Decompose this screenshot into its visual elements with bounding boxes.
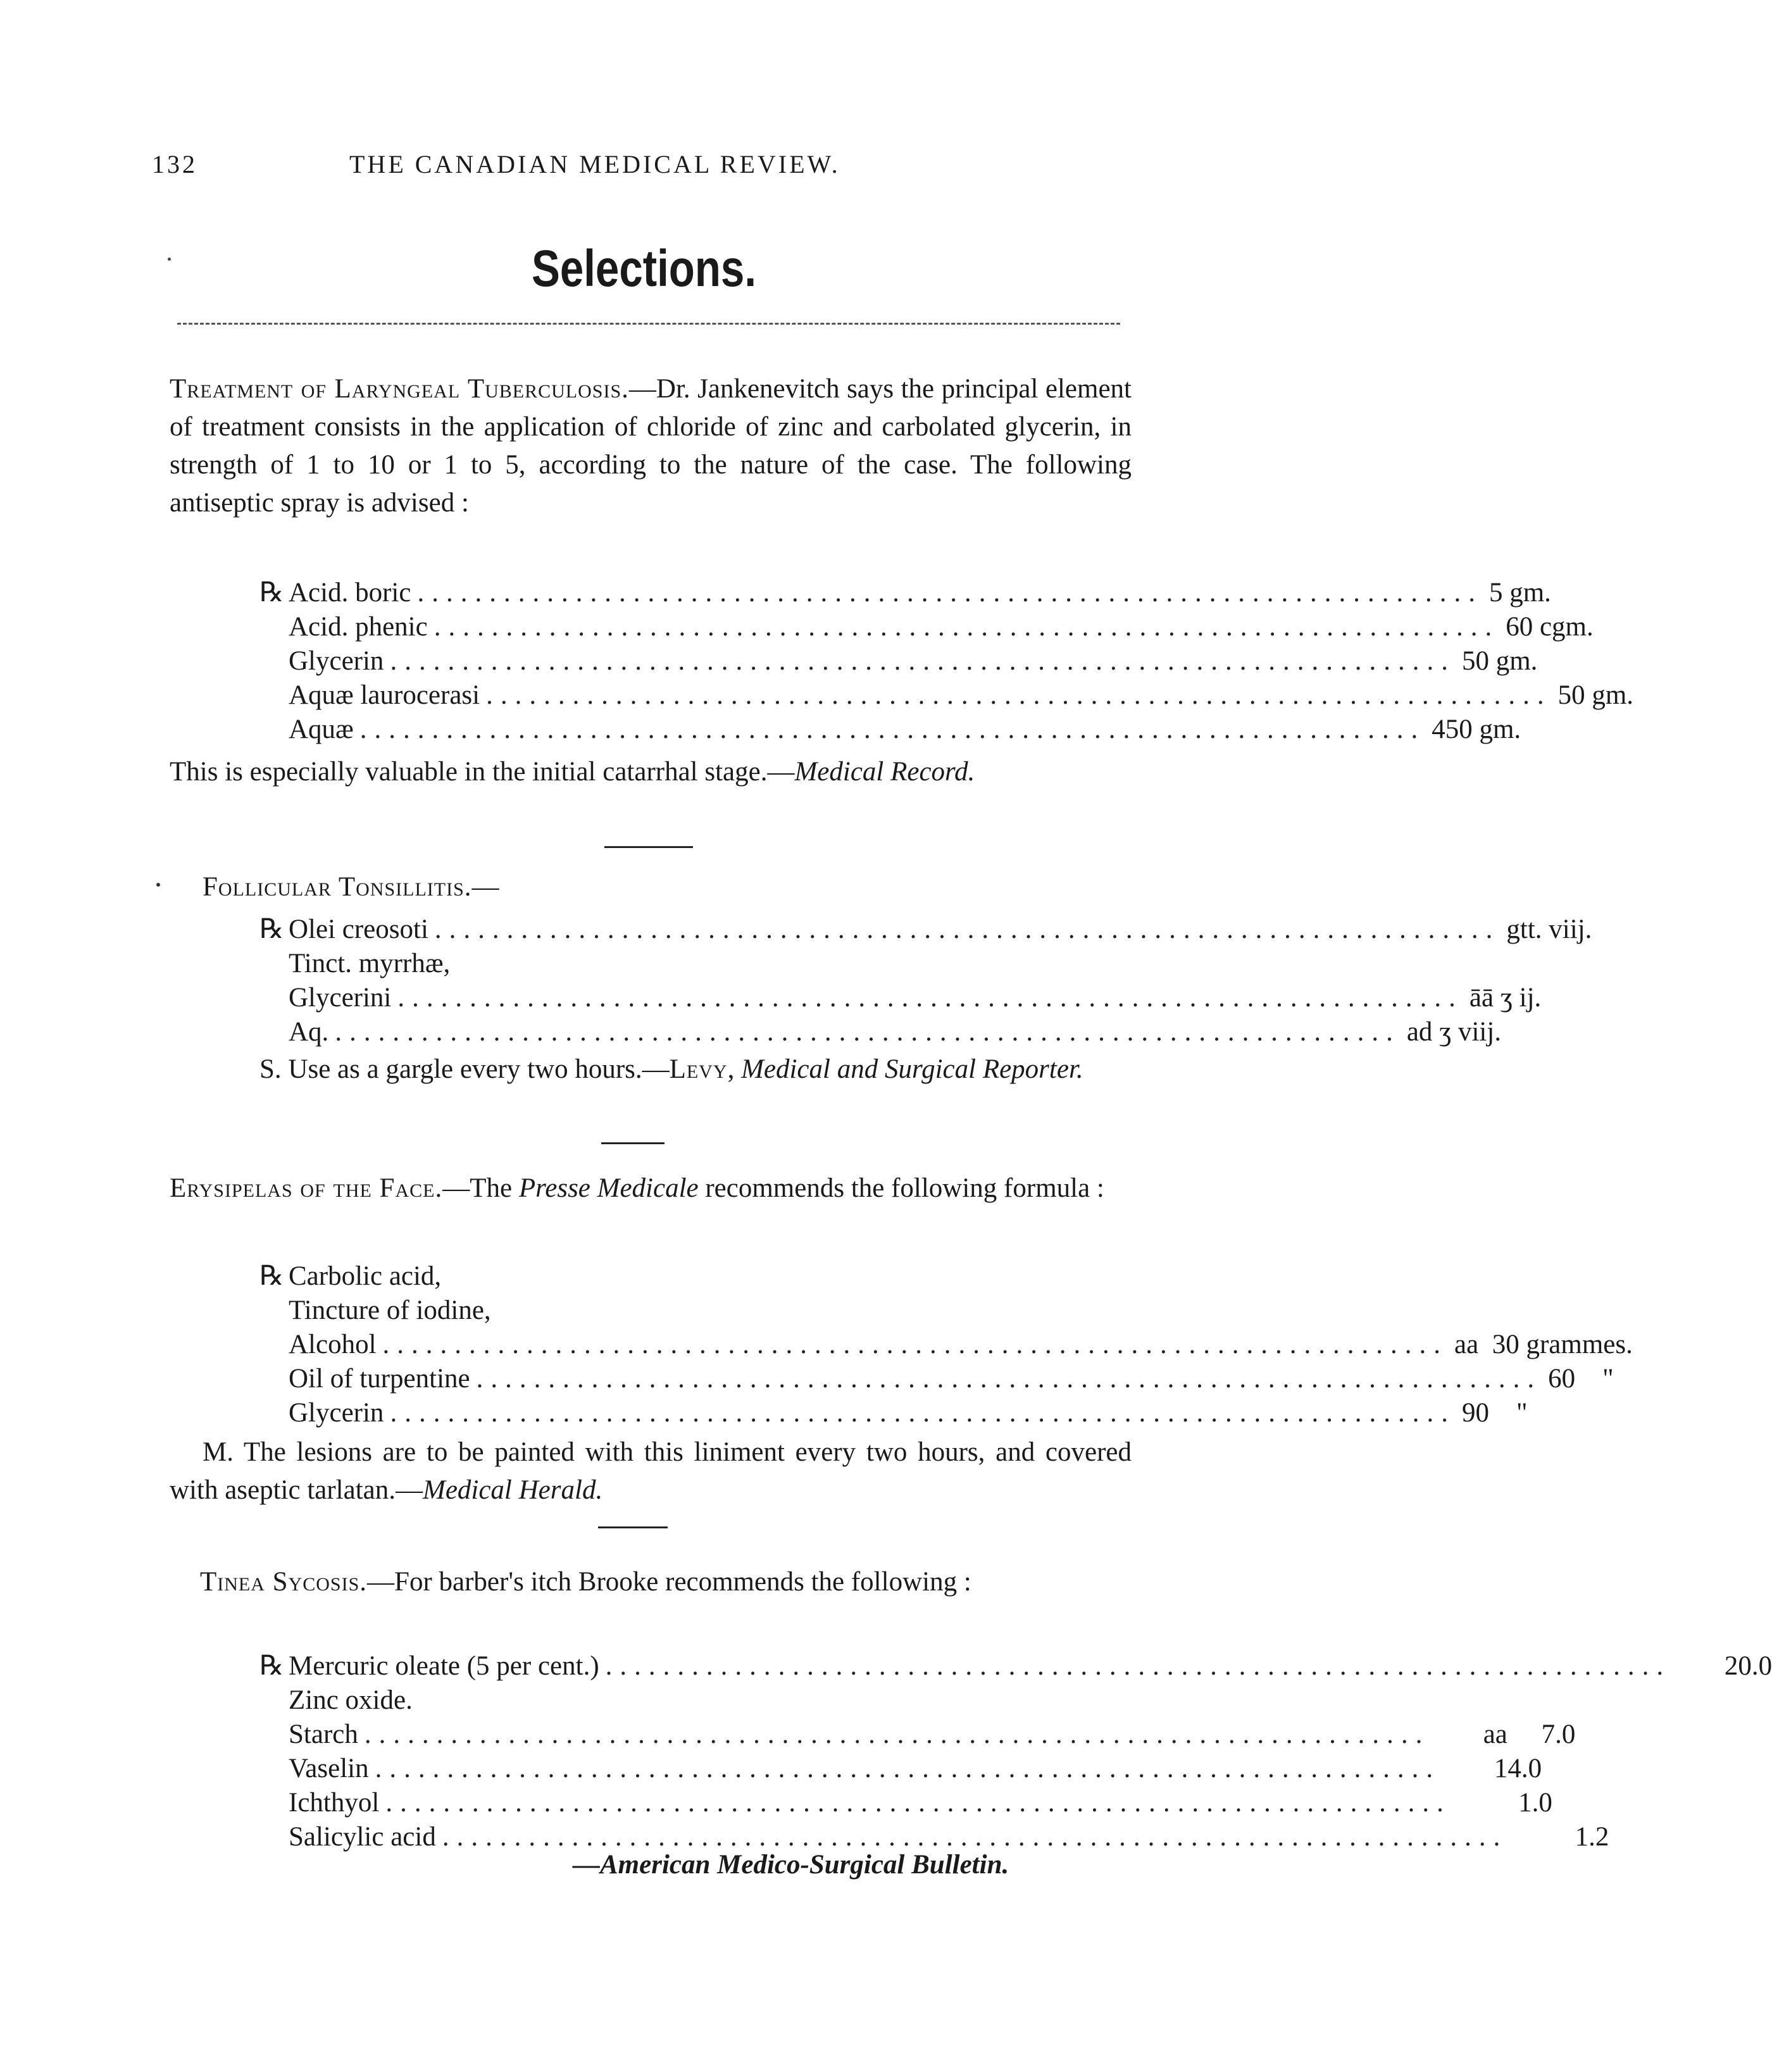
recipe-row — [259, 713, 1521, 747]
article-follicular-tonsillitis — [203, 868, 1133, 906]
ingredient-amount: āā ʒ ij. — [1469, 983, 1542, 1013]
ingredient-amount: gtt. viij. — [1506, 914, 1592, 944]
section-divider — [177, 323, 1120, 325]
leader-dots: .......................................................................... — [434, 612, 1500, 642]
note-source: Medical Herald. — [423, 1475, 603, 1505]
recipe-row — [259, 1362, 1614, 1396]
recipe-row — [259, 1396, 1528, 1430]
article-heading: Follicular Tonsillitis. — [203, 872, 472, 902]
note-text: This is especially valuable in the initial catarrhal stage.— — [170, 757, 795, 787]
ingredient-name: Tincture of iodine, — [289, 1295, 491, 1325]
ingredient-name: Glycerin — [289, 1398, 384, 1428]
leader-dots: .......................................................................... — [390, 1398, 1456, 1428]
leader-dots: .......................................................................... — [390, 646, 1456, 676]
ingredient-amount: 450 gm. — [1432, 715, 1521, 744]
leader-dots: .......................................................................... — [382, 1330, 1449, 1359]
prescription-spray — [259, 576, 1634, 747]
article-separator — [604, 846, 693, 848]
ingredient-name: Mercuric oleate (5 per cent.) — [289, 1651, 599, 1681]
prescription-ointment — [259, 1649, 1772, 1854]
ingredient-amount: ad ʒ viij. — [1406, 1017, 1502, 1047]
leader-dots: .......................................................................... — [434, 914, 1501, 944]
ingredient-amount: 60 cgm. — [1506, 612, 1594, 642]
ingredient-name: Ichthyol — [289, 1788, 380, 1818]
stray-mark — [168, 258, 171, 261]
recipe-row — [259, 1786, 1552, 1820]
recipe-row — [259, 1015, 1502, 1049]
rx-symbol: ℞ — [259, 1651, 284, 1681]
rx-symbol: ℞ — [259, 914, 284, 944]
ingredient-name: Starch — [289, 1719, 358, 1749]
rx-symbol: ℞ — [259, 1261, 284, 1291]
ingredient-amount: aa 7.0 — [1483, 1719, 1576, 1749]
leader-dots: .......................................................................... — [605, 1651, 1671, 1681]
page-number: 132 — [152, 150, 197, 178]
article-separator — [598, 1526, 668, 1528]
ingredient-name: Glycerini — [289, 983, 392, 1013]
rx-symbol: ℞ — [259, 578, 284, 608]
leader-dots: .......................................................................... — [335, 1017, 1401, 1047]
recipe-row — [259, 981, 1542, 1015]
article-text: recommends the following formula : — [698, 1173, 1104, 1203]
leader-dots: .......................................................................... — [476, 1364, 1542, 1394]
ingredient-name: Oil of turpentine — [289, 1364, 470, 1394]
leader-dots: .......................................................................... — [375, 1754, 1441, 1783]
leader-dots: .......................................................................... — [364, 1719, 1430, 1749]
recipe-row — [259, 1649, 1772, 1683]
leader-dots: .......................................................................... — [486, 680, 1552, 710]
leader-dots: .......................................................................... — [417, 578, 1483, 608]
ingredient-amount: 20.0 — [1724, 1651, 1772, 1681]
journal-title: THE CANADIAN MEDICAL REVIEW. — [349, 150, 840, 178]
ingredient-name: Acid. boric — [289, 578, 411, 608]
note-source: Medical Record. — [794, 757, 975, 787]
recipe-row — [259, 947, 1006, 981]
recipe-row — [259, 678, 1634, 713]
ingredient-amount: 60 " — [1548, 1364, 1614, 1394]
recipe-row — [259, 644, 1538, 678]
ingredient-name: Salicylic acid — [289, 1822, 436, 1852]
ingredient-name: Olei creosoti — [289, 914, 428, 944]
recipe-row — [259, 1718, 1576, 1752]
ingredient-name: Aquæ laurocerasi — [289, 680, 480, 710]
article-heading: Treatment of Laryngeal Tuberculosis. — [170, 374, 629, 404]
ingredient-amount: 1.2 — [1575, 1822, 1609, 1852]
recipe-row — [259, 1752, 1542, 1786]
ingredient-name: Tinct. myrrhæ, — [289, 949, 451, 978]
article-text: —Dr. Jankenevitch says the principal element of treatment consists in the application of chloride of zinc and carbolated glycerin, in strength of 1 to 10 or 1 to 5, according to the nature of the case. The following antiseptic spray is advised : — [170, 374, 1132, 518]
prescription-gargle — [259, 913, 1592, 1049]
recipe-row — [259, 1328, 1633, 1362]
leader-dots: .......................................................................... — [359, 715, 1426, 744]
ingredient-name: Vaselin — [289, 1754, 369, 1783]
recipe-row — [259, 913, 1592, 947]
ingredient-name: Aq. — [289, 1017, 329, 1047]
recipe-row — [259, 1259, 1057, 1294]
ingredient-amount: aa 30 grammes. — [1454, 1330, 1633, 1359]
article-sig: S. Use as a gargle every two hours.—Levy, Medical and Surgical Reporter. — [170, 1051, 1132, 1089]
stray-mark — [156, 883, 160, 887]
leader-dots: .......................................................................... — [397, 983, 1463, 1013]
sig-source: Medical and Surgical Reporter. — [741, 1054, 1083, 1084]
article-laryngeal-tuberculosis — [170, 370, 1132, 522]
article-source: —American Medico-Surgical Bulletin. — [573, 1850, 1009, 1880]
ingredient-amount: 50 gm. — [1557, 680, 1634, 710]
heading-dash: — — [471, 872, 499, 902]
sig-text: S. Use as a gargle every two hours.— — [259, 1054, 670, 1084]
ingredient-amount: 90 " — [1461, 1398, 1528, 1428]
article-text: —The — [442, 1173, 519, 1203]
note-text: M. The lesions are to be painted with this liniment every two hours, and covered with aseptic tarlatan.— — [170, 1437, 1132, 1505]
leader-dots: .......................................................................... — [385, 1788, 1451, 1818]
leader-dots: .......................................................................... — [442, 1822, 1508, 1852]
article-text: —For barber's itch Brooke recommends the following : — [367, 1567, 971, 1597]
ingredient-name: Zinc oxide. — [289, 1685, 413, 1715]
ingredient-amount: 50 gm. — [1461, 646, 1538, 676]
article-note — [170, 1433, 1132, 1509]
ingredient-name: Aquæ — [289, 715, 354, 744]
sig-author: Levy — [669, 1054, 728, 1084]
article-separator — [601, 1142, 664, 1144]
ingredient-name: Acid. phenic — [289, 612, 428, 642]
recipe-row — [259, 1683, 1006, 1718]
article-note — [170, 753, 1132, 791]
section-title: Selections. — [532, 240, 757, 297]
recipe-row — [259, 610, 1594, 644]
article-heading: Erysipelas of the Face. — [170, 1173, 443, 1203]
ingredient-name: Carbolic acid, — [289, 1261, 442, 1291]
ingredient-amount: 1.0 — [1518, 1788, 1552, 1818]
recipe-row — [259, 576, 1551, 610]
ingredient-amount: 5 gm. — [1488, 578, 1551, 608]
ingredient-name: Glycerin — [289, 646, 384, 676]
ingredient-amount: 14.0 — [1494, 1754, 1542, 1783]
article-tinea-sycosis — [170, 1563, 1132, 1601]
article-erysipelas — [170, 1170, 1132, 1208]
ingredient-name: Alcohol — [289, 1330, 377, 1359]
journal-name: Presse Medicale — [518, 1173, 699, 1203]
prescription-formula — [259, 1259, 1633, 1430]
article-heading: Tinea Sycosis. — [200, 1567, 368, 1597]
recipe-row — [259, 1294, 1057, 1328]
